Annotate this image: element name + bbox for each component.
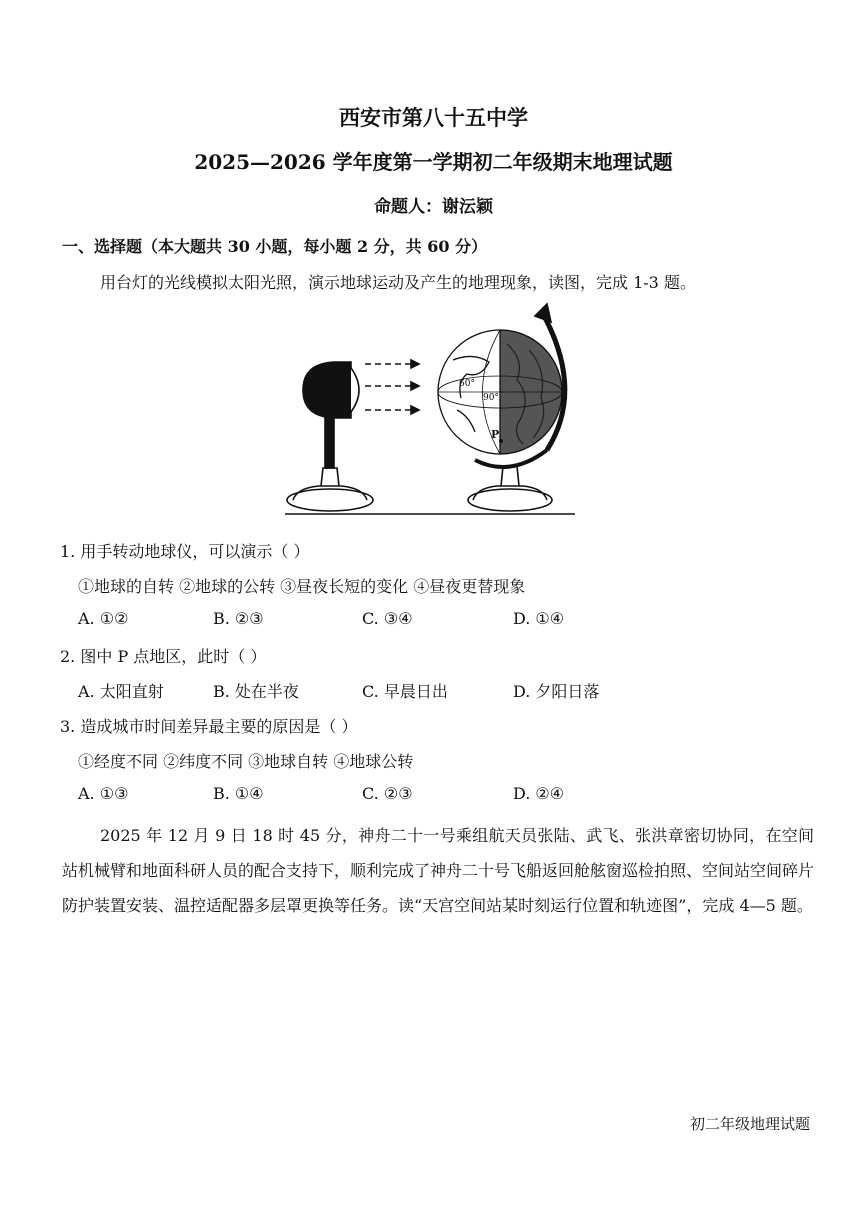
label-p: P xyxy=(491,428,500,441)
question-2-option-c: C. 早晨日出 xyxy=(362,682,448,701)
reading-passage: 2025 年 12 月 9 日 18 时 45 分，神舟二十一号乘组航天员张陆、武飞、张洪章密切协同，在空间站机械臂和地面科研人员的配合支持下，顺利完成了神舟二十号飞船返回舱舷窗巡检拍照、空间站空间碎片防护装置安装、温控适配器多层罩更换等任务。读“天宫空间站某时刻运行位置和轨迹图”，完成 4—5 题。 xyxy=(62,826,815,915)
question-3-stem: 3. 造成城市时间差异最主要的原因是（ ） xyxy=(60,717,358,736)
desk-lamp xyxy=(287,362,373,511)
question-1-option-b: B. ②③ xyxy=(213,609,264,628)
question-3-option-b: B. ①④ xyxy=(213,784,264,803)
question-3-option-a: A. ①③ xyxy=(78,784,129,803)
globe xyxy=(438,330,562,454)
exam-title: 2025—2026 学年度第一学期初二年级期末地理试题 xyxy=(194,150,673,174)
point-p-marker xyxy=(499,439,503,443)
question-2-option-d: D. 夕阳日落 xyxy=(513,682,600,701)
question-3-option-d: D. ②④ xyxy=(513,784,565,803)
lamp-globe-figure xyxy=(285,300,585,522)
question-1-stem: 1. 用手转动地球仪，可以演示（ ） xyxy=(60,542,310,561)
author-line: 命题人：谢沄颖 xyxy=(374,197,493,217)
question-1-option-d: D. ①④ xyxy=(513,609,565,628)
question-2-stem: 2. 图中 P 点地区，此时（ ） xyxy=(60,647,267,666)
question-2-option-b: B. 处在半夜 xyxy=(213,682,299,701)
question-1-items: ①地球的自转 ②地球的公转 ③昼夜长短的变化 ④昼夜更替现象 xyxy=(78,577,526,596)
question-1-option-a: A. ①② xyxy=(78,609,129,628)
question-3-option-c: C. ②③ xyxy=(362,784,413,803)
page-footer: 初二年级地理试题 xyxy=(689,1115,810,1133)
label-60: 60° xyxy=(459,379,475,389)
question-3-items: ①经度不同 ②纬度不同 ③地球自转 ④地球公转 xyxy=(78,752,414,771)
section-heading: 一、选择题（本大题共 30 小题，每小题 2 分，共 60 分） xyxy=(62,237,488,256)
question-1-option-c: C. ③④ xyxy=(362,609,413,628)
label-90: 90° xyxy=(483,393,499,403)
light-rays xyxy=(365,360,419,414)
section-intro: 用台灯的光线模拟太阳光照，演示地球运动及产生的地理现象，读图，完成 1-3 题。 xyxy=(100,273,696,292)
school-name: 西安市第八十五中学 xyxy=(339,105,528,130)
question-2-option-a: A. 太阳直射 xyxy=(78,682,164,701)
